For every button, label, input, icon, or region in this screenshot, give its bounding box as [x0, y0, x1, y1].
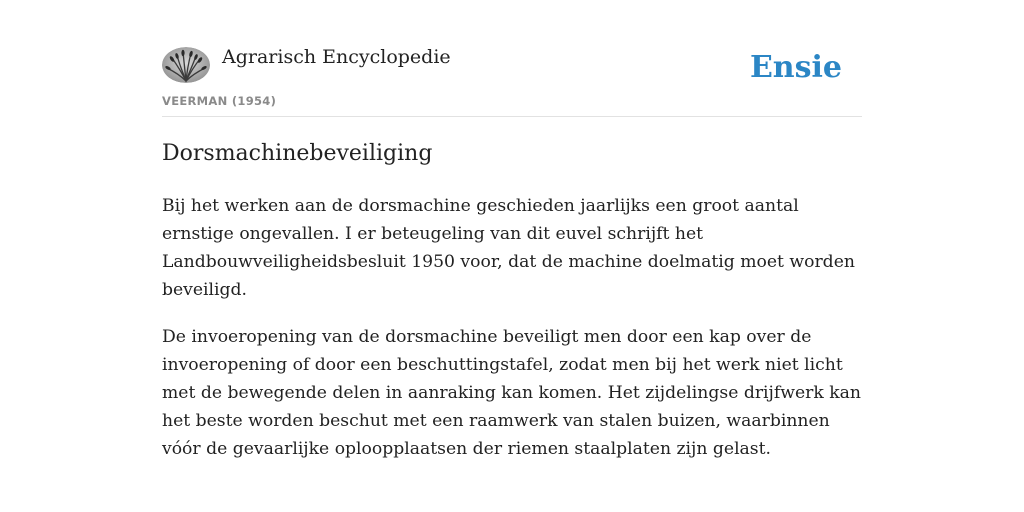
- entry-title: Dorsmachinebeveiliging: [162, 141, 433, 166]
- wheat-sheaf-logo-icon[interactable]: [162, 47, 210, 83]
- book-author-year: VEERMAN (1954): [162, 94, 277, 108]
- book-header: [162, 44, 862, 117]
- article-content: [162, 138, 862, 482]
- article-paragraph: De invoeropening van de dorsmachine beveiligt men door een kap over de invoeropening of door een beschuttingstafel, zodat men bij het werk niet licht met de bewegende delen in aanraking kan komen. Het zijdelingse drijfwerk kan het beste worden beschut met een raamwerk van stalen buizen, waarbinnen vóór de gevaarlijke oploopplaatsen der riemen staalplaten zijn gelast.: [162, 327, 861, 459]
- book-title[interactable]: Agrarisch Encyclopedie: [222, 46, 451, 68]
- article-paragraph: Bij het werken aan de dorsmachine geschieden jaarlijks een groot aantal ernstige ongevallen. I er beteugeling van dit euvel schrijft het Landbouwveiligheidsbesluit 1950 voor, dat de machine doelmatig moet worden beveiligd.: [162, 196, 855, 300]
- ensie-brand-link[interactable]: Ensie: [749, 50, 842, 85]
